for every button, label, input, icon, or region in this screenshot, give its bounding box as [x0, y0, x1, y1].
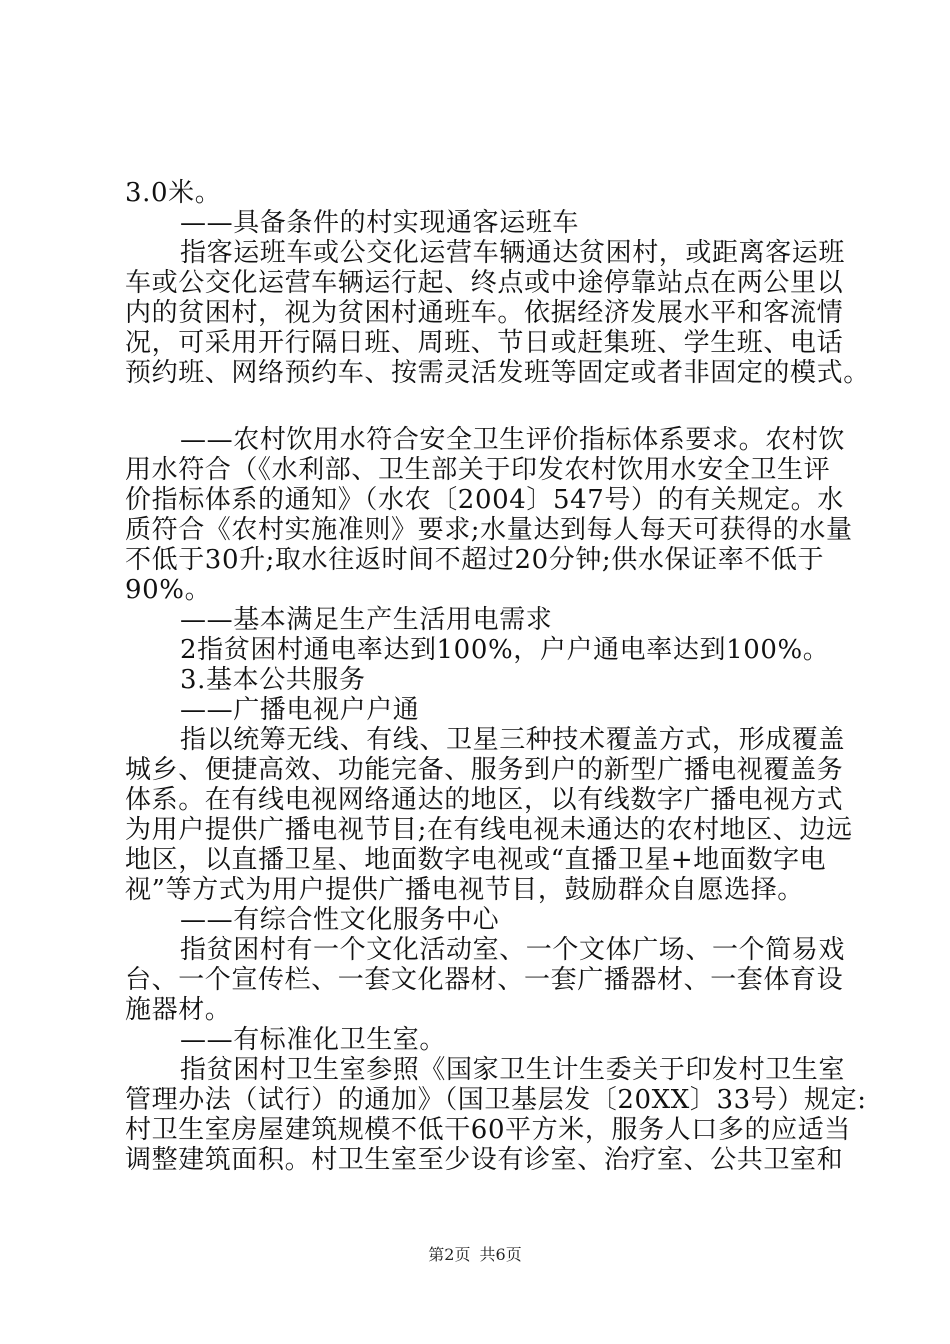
- page-footer: [0, 1242, 950, 1265]
- text-line: 质符合《农村实施准则》要求;水量达到每人每天可获得的水量: [125, 515, 853, 545]
- text-line: 村卫生室房屋建筑规模不低干60平方米，服务人口多的应适当: [125, 1115, 851, 1145]
- text-line: 价指标体系的通知》（水农〔2004〕547号）的有关规定。水: [125, 485, 844, 515]
- text-line: 为用户提供广播电视节目;在有线电视未通达的农村地区、边远: [125, 815, 853, 845]
- text-line: 施器材。: [125, 995, 232, 1025]
- text-line: 不低于30升;取水往返时间不超过20分钟;供水保证率不低于: [125, 545, 825, 575]
- text-line: 内的贫困村，视为贫困村通班车。依据经济发展水平和客流情: [125, 298, 844, 328]
- text-line: 指以统筹无线、有线、卫星三种技术覆盖方式，形成覆盖: [180, 725, 846, 755]
- text-line: 台、一个宣传栏、一套文化器材、一套广播器材、一套体育设: [125, 965, 844, 995]
- section-heading: ——基本满足生产生活用电需求: [180, 605, 553, 635]
- text-line: 2指贫困村通电率达到100%，户户通电率达到100%。: [180, 635, 830, 665]
- text-line: 视”等方式为用户提供广播电视节目，鼓励群众自愿选择。: [125, 875, 804, 905]
- text-line: 用水符合（《水利部、卫生部关于印发农村饮用水安全卫生评: [125, 455, 831, 485]
- section-heading: ——有标准化卫生室。: [180, 1025, 447, 1055]
- text-line: 指贫困村卫生室参照《国家卫生计生委关于印发村卫生室: [180, 1055, 846, 1085]
- text-line: 况，可采用开行隔日班、周班、节日或赶集班、学生班、电话: [125, 328, 844, 358]
- text-line: 地区，以直播卫星、地面数字电视或“直播卫星+地面数字电: [125, 845, 827, 875]
- text-line: 管理办法（试行）的通加》（国卫基层发〔20XX〕33号）规定:: [125, 1085, 867, 1115]
- page-number: 第2页: [428, 1245, 471, 1264]
- text-line: 预约班、网络预约车、按需灵活发班等固定或者非固定的模式。: [125, 358, 870, 388]
- text-line: 体系。在有线电视网络通达的地区，以有线数字广播电视方式: [125, 785, 844, 815]
- text-line: 调整建筑面积。村卫生室至少设有诊室、治疗室、公共卫室和: [125, 1145, 844, 1175]
- section-heading: ——广播电视户户通: [180, 695, 420, 725]
- text-line: 车或公交化运营车辆运行起、终点或中途停靠站点在两公里以: [125, 268, 844, 298]
- text-line: 城乡、便捷高效、功能完备、服务到户的新型广播电视覆盖务: [125, 755, 844, 785]
- text-line: 90%。: [125, 575, 212, 605]
- section-heading: ——农村饮用水符合安全卫生评价指标体系要求。农村饮: [180, 425, 846, 455]
- text-line: 指客运班车或公交化运营车辆通达贫困村，或距离客运班: [180, 238, 846, 268]
- section-heading: ——具备条件的村实现通客运班车: [180, 208, 580, 238]
- section-heading: 3.基本公共服务: [180, 665, 366, 695]
- text-line: 3.0米。: [125, 178, 222, 208]
- section-heading: ——有综合性文化服务中心: [180, 905, 500, 935]
- text-line: 指贫困村有一个文化活动室、一个文体广场、一个简易戏: [180, 935, 846, 965]
- page-total: 共6页: [479, 1245, 522, 1264]
